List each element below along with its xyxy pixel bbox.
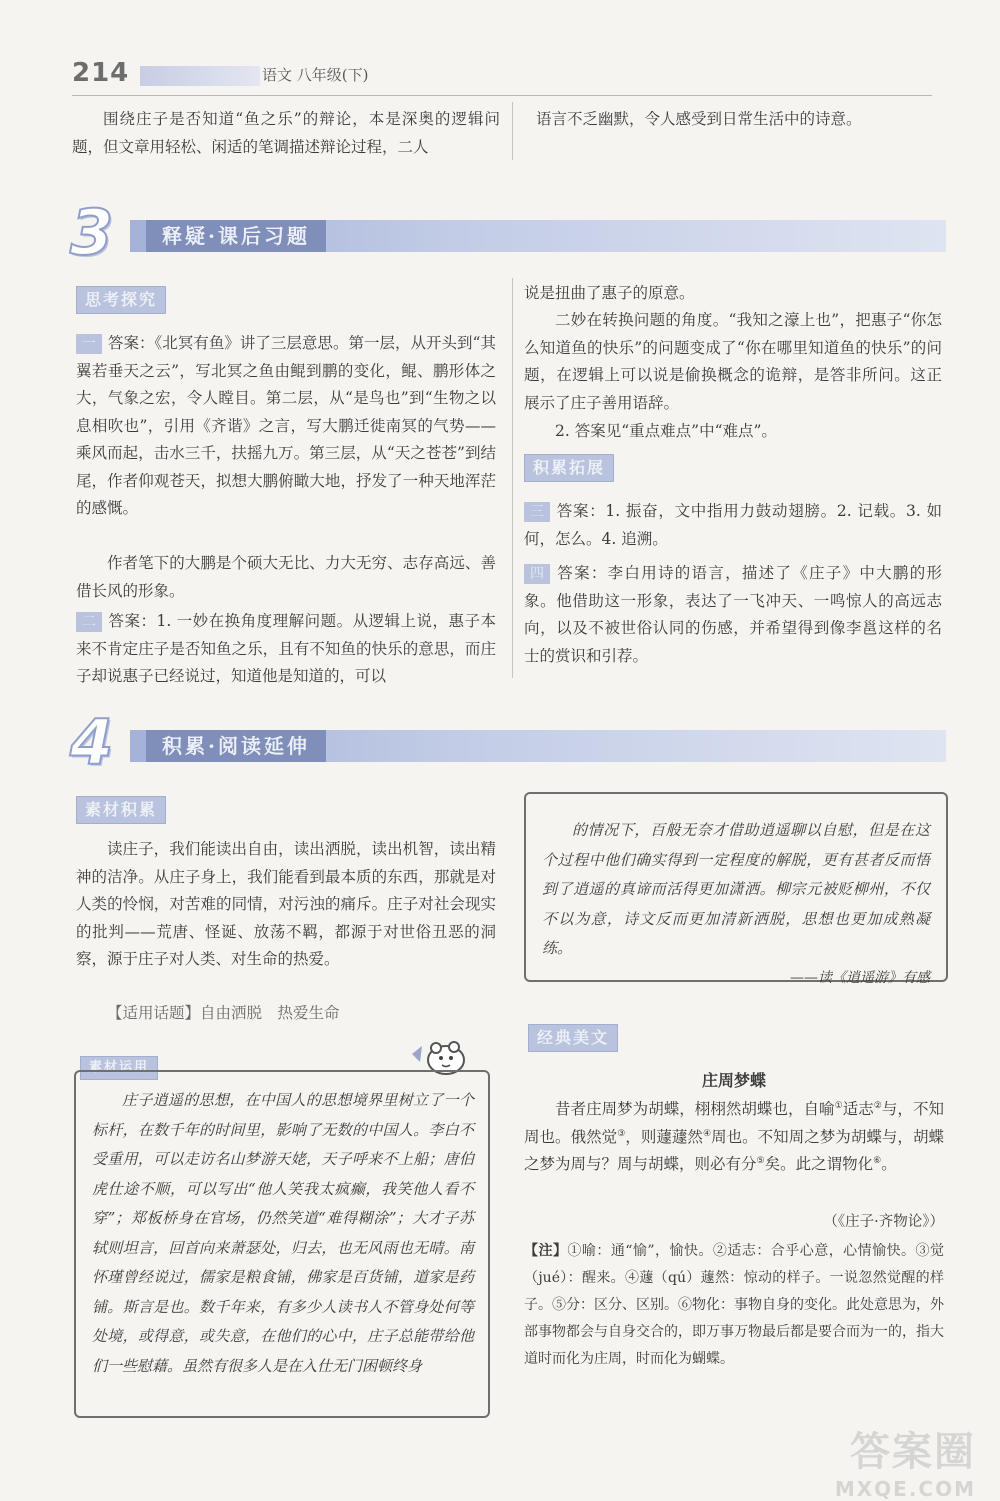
q2-paragraph — [76, 608, 496, 691]
watermark-url: MXQE.COM — [834, 1477, 976, 1501]
classic-title: 庄周梦蝶 — [701, 1071, 766, 1090]
section-title: 积累·阅读延伸 — [146, 730, 326, 762]
notes-text: ①喻：通“愉”，愉快。②适志：合乎心意，心情愉快。③觉（jué）：醒来。④蘧（qú）蘧然：惊动的样子。一说忽然觉醒的样子。⑤分：区分、区别。⑥物化：事物自身的变化。此处意思为，外部事物都会与自身交合的，即万事万物最后都是要合而为一的，指大道时而化为庄周，时而化为蝴蝶。 — [524, 1243, 944, 1367]
q1-text: 答案：《北冥有鱼》讲了三层意思。第一层，从开头到“其翼若垂天之云”，写北冥之鱼由鲲到鹏的变化，鲲、鹏形体之大，气象之宏，令人瞠目。第二层，从“是鸟也”到“生物之以息相吹也”，引用《齐谐》之言，写大鹏迁徙南冥的气势——乘风而起，击水三千，扶摇九万。第三层，从“天之苍苍”到结尾，作者仰观苍天，拟想大鹏俯瞰大地，抒发了一种天地浑茫的感慨。 — [76, 334, 496, 517]
tag-classic-essay: 经典美文 — [528, 1024, 618, 1052]
q2-right-p3: 2. 答案见“重点难点”中“难点”。 — [555, 422, 777, 440]
essay-text: 庄子逍遥的思想，在中国人的思想境界里树立了一个标杆，在数千年的时间里，影响了无数的中国人。李白不受重用，可以走访名山梦游天姥，天子呼来不上船；唐伯虎仕途不顺，可以写出“他人笑我太疯癫，我笑他人看不穿”；郑板桥身在官场，仍然笑道“难得糊涂”；大才子苏轼则坦言，回首向来萧瑟处，归去，也无风雨也无晴。南怀瑾曾经说过，儒家是粮食铺，佛家是百货铺，道家是药铺。斯言是也。数千年来，有多少人读书人不管身处何等处境，或得意，或失意，在他们的心中，庄子总能带给他们一些慰藉。虽然有很多人是在入仕无门困顿终身 — [92, 1091, 474, 1375]
tag-thinking-explore: 思考探究 — [76, 286, 166, 314]
usage-topics-line — [76, 1000, 496, 1028]
question-mark: 一 — [76, 334, 102, 354]
question-mark: 二 — [76, 612, 102, 632]
notes-paragraph — [524, 1238, 944, 1373]
q1-paragraph-2: 作者笔下的大鹏是个硕大无比、力大无穷、志存高远、善借长风的形象。 — [76, 554, 496, 600]
section-number: 4 — [70, 706, 114, 779]
watermark — [835, 1420, 976, 1501]
question-mark: 三 — [524, 502, 550, 522]
q2-right-p2: 二妙在转换问题的角度。“我知之濠上也”，把惠子“你怎么知道鱼的快乐”的问题变成了“你在哪里知道鱼的快乐”的问题，在逻辑上可以说是偷换概念的诡辩，是答非所问。这正展示了庄子善用语辞。 — [524, 311, 942, 412]
note-label: 【注】 — [524, 1243, 568, 1259]
tag-material-accumulate: 素材积累 — [76, 796, 166, 824]
classic-text: 昔者庄周梦为胡蝶，栩栩然胡蝶也，自喻①适志②与，不知周也。俄然觉③，则蘧蘧然④周也。不知周之梦为胡蝶与，胡蝶之梦为周与？周与胡蝶，则必有分⑤矣。此之谓物化⑥。 — [524, 1100, 944, 1173]
q4-text: 答案：李白用诗的语言，描述了《庄子》中大鹏的形象。他借助这一形象，表达了一飞冲天、一鸣惊人的高远志向，以及不被世俗认同的伤感，并希望得到像李邕这样的名士的赏识和引荐。 — [524, 564, 942, 665]
section-3-banner — [70, 196, 946, 269]
tag-accumulate-expand: 积累拓展 — [524, 454, 614, 482]
top-left-text: 围绕庄子是否知道“鱼之乐”的辩论，本是深奥的逻辑问题，但文章用轻松、闲适的笔调描述辩论过程，二人 — [72, 110, 500, 156]
essay-credit: ——读《逍遥游》有感 — [790, 969, 930, 986]
essay-continuation: 的情况下，百般无奈才借助逍遥聊以自慰，但是在这个过程中他们确实得到一定程度的解脱，更有甚者反而悟到了逍遥的真谛而活得更加潇洒。柳宗元被贬柳州，不仅不以为意，诗文反而更加清新洒脱，思想也更加成熟凝练。 — [542, 821, 930, 957]
top-right-text: 语言不乏幽默，令人感受到日常生活中的诗意。 — [536, 110, 862, 128]
column-divider — [512, 278, 513, 678]
essay-continuation-box — [524, 792, 948, 986]
section-title: 释疑·课后习题 — [146, 220, 326, 252]
section-4-banner — [70, 706, 946, 779]
watermark-title: 答案圈 — [850, 1429, 976, 1475]
question-mark: 四 — [524, 564, 550, 584]
tag-material-use: 素材运用 — [80, 1056, 158, 1080]
q2-right-cont: 说是扭曲了惠子的原意。 — [524, 284, 695, 302]
usage-topics: 自由洒脱 热爱生命 — [200, 1004, 340, 1022]
column-divider — [512, 102, 513, 160]
classic-source: （《庄子·齐物论》） — [823, 1214, 944, 1230]
q4-paragraph — [524, 560, 942, 670]
q3-paragraph — [524, 498, 942, 553]
section-number: 3 — [70, 196, 114, 269]
usage-label: 【适用话题】 — [107, 1004, 201, 1022]
material-paragraph: 读庄子，我们能读出自由，读出洒脱，读出机智，读出精神的洁净。从庄子身上，我们能看到最本质的东西，那就是对人类的怜悯，对苦难的同情，对污浊的痛斥。庄子对社会现实的批判——荒唐、怪诞、放荡不羁，都源于对世俗丑恶的洞察，源于庄子对人类、对生命的热爱。 — [76, 840, 496, 968]
header-rule — [72, 95, 932, 96]
page-number: 214 — [72, 58, 130, 88]
header-band — [140, 66, 260, 86]
essay-box — [74, 1070, 490, 1418]
book-label: 语文 八年级(下) — [262, 66, 369, 84]
q2-text: 答案：1. 一妙在换角度理解问题。从逻辑上说，惠子本来不肯定庄子是否知鱼之乐，且有不知鱼的快乐的意思，而庄子却说惠子已经说过，知道他是知道的，可以 — [76, 612, 496, 685]
q3-text: 答案：1. 振奋，文中指用力鼓动翅膀。2. 记载。3. 如何，怎么。4. 追溯。 — [524, 502, 942, 548]
q1-paragraph — [76, 330, 496, 523]
